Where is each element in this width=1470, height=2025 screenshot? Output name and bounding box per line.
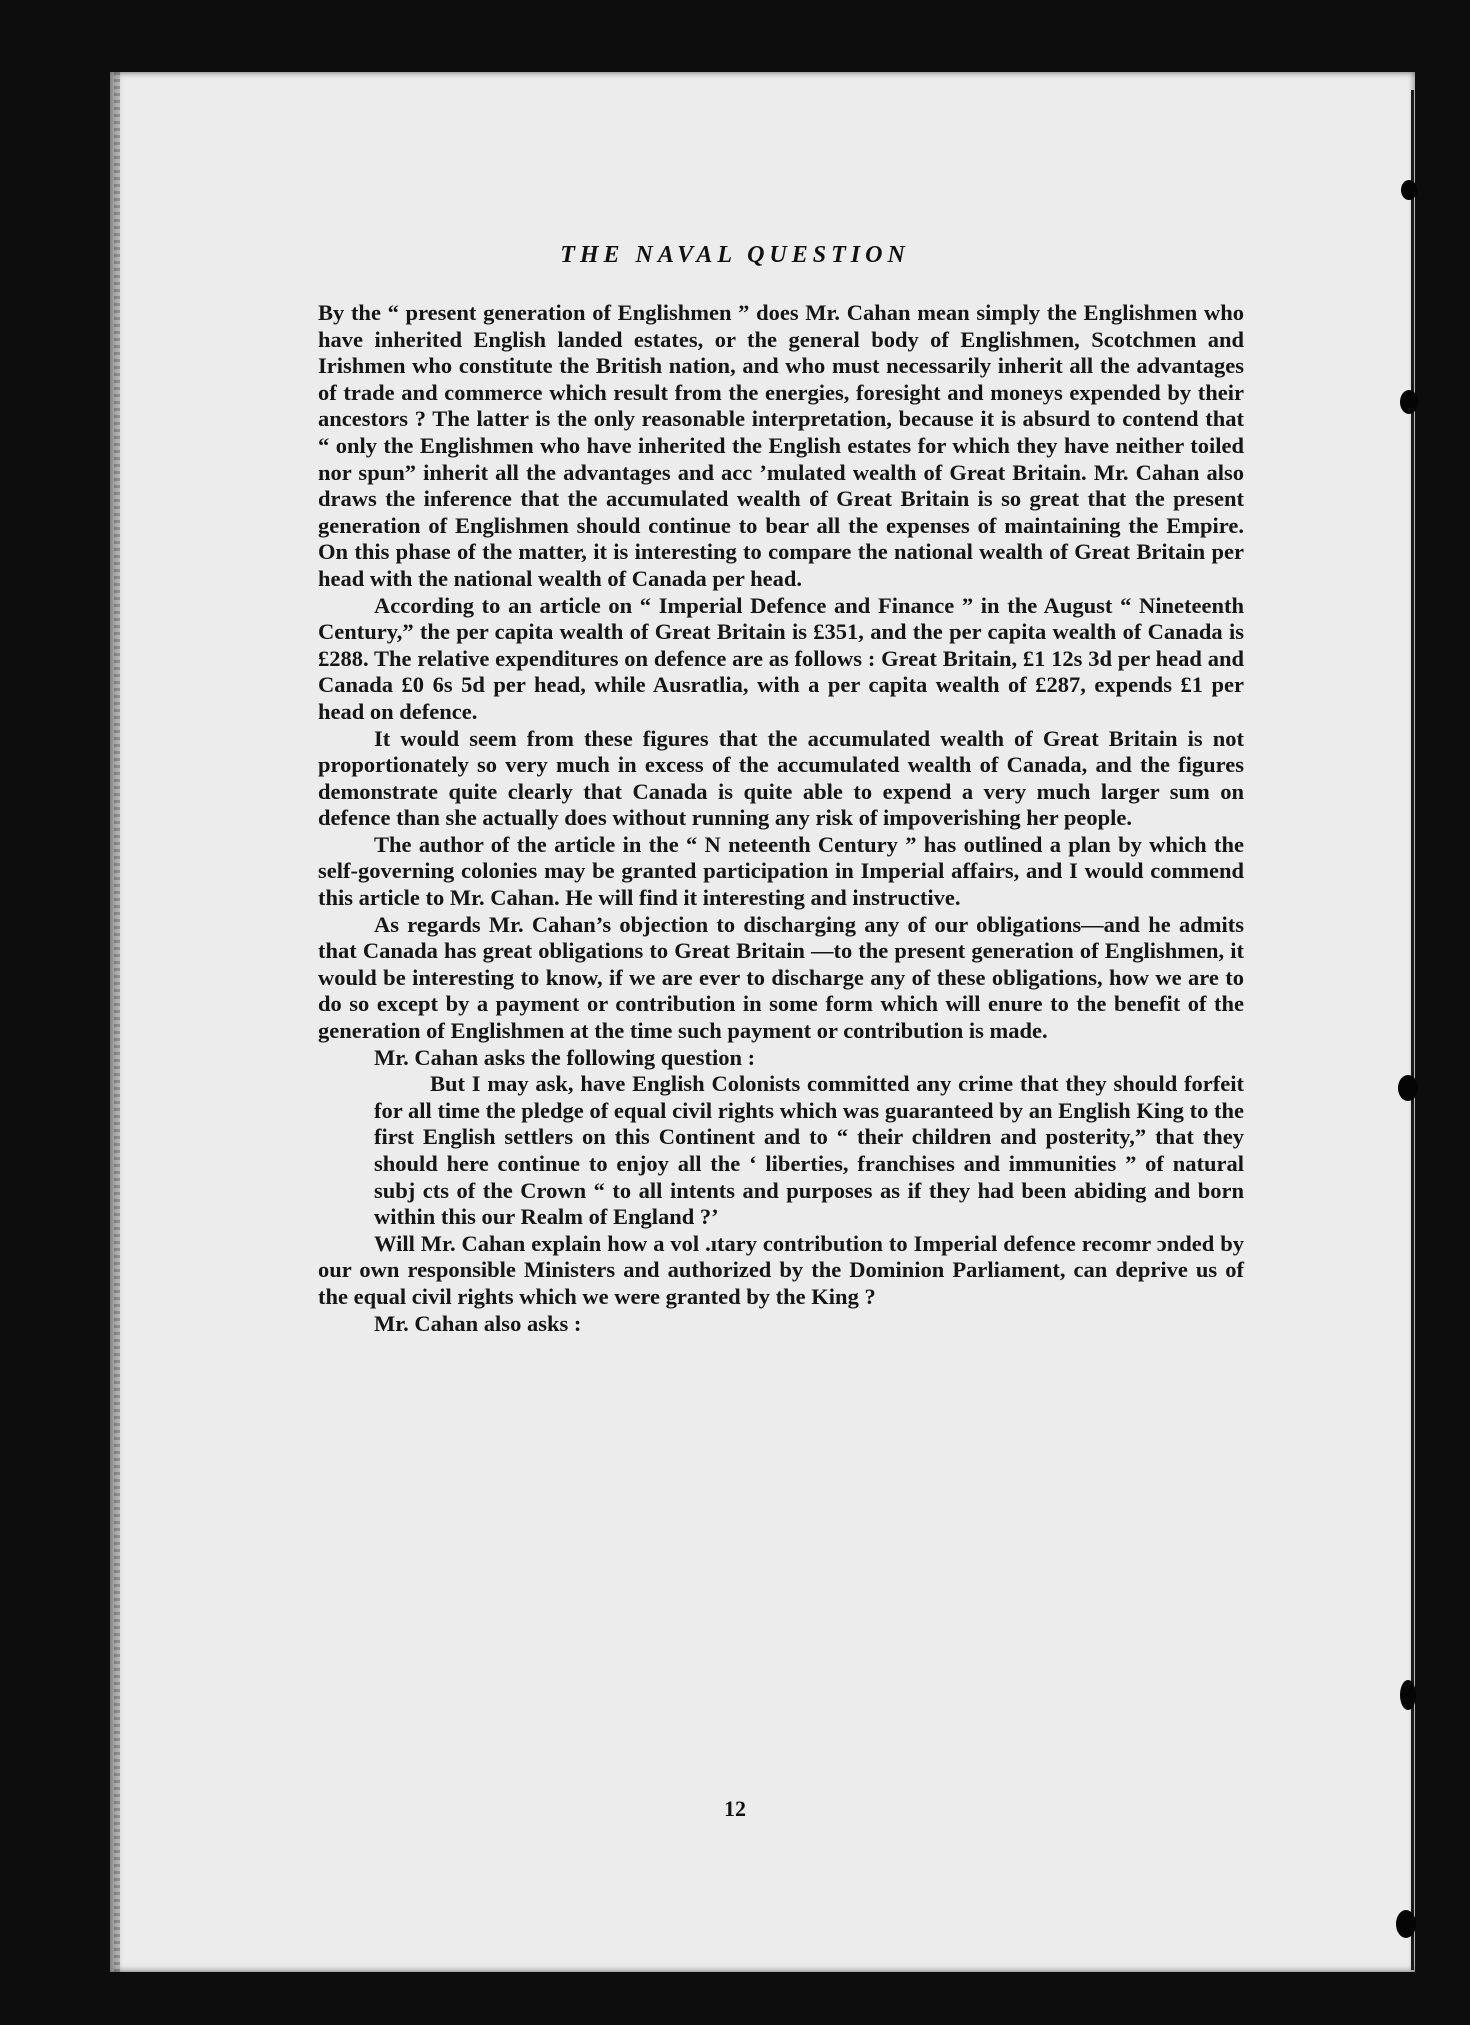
paragraph: It would seem from these figures that the accumulated wealth of Great Britain is not proportionately so very much in excess of the accumulated wealth of Canada, and the figures demonstrate quite clearly that Canada is quite able to expend a very much larger sum on defence than she actually does without running any risk of impoverishing her people. <box>318 725 1244 831</box>
paragraph: The author of the article in the “ N neteenth Century ” has outlined a plan by which the self-governing colonies may be granted participation in Imperial affairs, and I would commend this article to Mr. Cahan. He will find it interesting and instructive. <box>318 831 1244 911</box>
edge-mark <box>1400 1680 1416 1710</box>
paragraph: By the “ present generation of Englishmen ” does Mr. Cahan mean simply the Englishmen who have inherited English landed estates, or the general body of Englishmen, Scotchmen and Irishmen who constitute the British nation, and who must necessarily inherit all the advantages of trade and commerce which result from the energies, foresight and moneys expended by their ancestors ? The latter is the only reasonable interpretation, because it is absurd to contend that “ only the Englishmen who have inherited the English estates for which they have neither toiled nor spun” inherit all the advantages and acc ’mulated wealth of Great Britain. Mr. Cahan also draws the inference that the accumulated wealth of Great Britain is so great that the present generation of Englishmen should continue to bear all the expenses of maintaining the Empire. On this phase of the matter, it is interesting to compare the national wealth of Great Britain per head with the national wealth of Canada per head. <box>318 300 1244 591</box>
paragraph: Mr. Cahan asks the following question : <box>374 1044 756 1070</box>
page-body <box>318 300 1244 1337</box>
page-number: 12 <box>724 1796 746 1821</box>
edge-mark <box>1401 180 1417 200</box>
paragraph: As regards Mr. Cahan’s objection to discharging any of our obligations—and he admits that Canada has great obligations to Great Britain —to the present generation of Englishmen, it would be interesting to know, if we are ever to discharge any of these obligations, how we are to do so except by a payment or contribution in some form which will enure to the benefit of the generation of Englishmen at the time such payment or contribution is made. <box>318 911 1244 1044</box>
block-quote: But I may ask, have English Colonists committed any crime that they should forfeit for all time the pledge of equal civil rights which was guaranteed by an English King to the first English settlers on this Continent and to “ their children and posterity,” that they should here continue to enjoy all the ‘ liberties, franchises and immunities ” of natural subj cts of the Crown “ to all intents and purposes as if they had been abiding and born within this our Realm of England ?’ <box>374 1071 1244 1230</box>
running-title: THE NAVAL QUESTION <box>560 242 910 268</box>
paragraph: Will Mr. Cahan explain how a vol .ıtary contribution to Imperial defence recomr ɔnded by our own responsible Ministers and authorized by the Dominion Parliament, can deprive us of the equal civil rights which we were granted by the King ? <box>318 1230 1244 1309</box>
edge-mark <box>1396 1910 1416 1938</box>
paragraph: According to an article on “ Imperial Defence and Finance ” in the August “ Nineteenth Century,” the per capita wealth of Great Britain is £351, and the per capita wealth of Canada is £288. The relative expenditures on defence are as follows : Great Britain, £1 12s 3d per head and Canada £0 6s 5d per head, while Ausratlia, with a per capita wealth of £287, expends £1 per head on defence. <box>318 592 1244 724</box>
edge-mark <box>1400 390 1418 414</box>
paragraph: Mr. Cahan also asks : <box>374 1310 582 1336</box>
edge-mark <box>1398 1075 1418 1101</box>
